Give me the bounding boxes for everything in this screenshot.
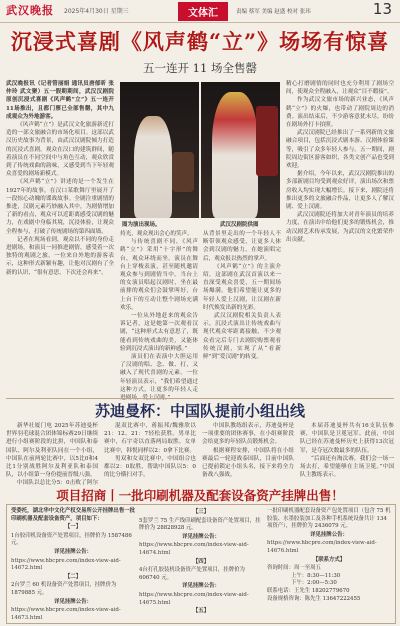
contact-am: 上午：8:30—11:30 [291, 572, 341, 579]
ad-item-number: 【五】 [192, 608, 210, 615]
article-paragraph: 本届苏迪曼杯共有16支队伍参赛，中国队是卫冕冠军。此前，中国队已经在苏迪曼杯历史上获得13次冠军，是夺冠次数最多的队伍。 [300, 423, 394, 454]
article-paragraph: 持光，观众现出会心的笑声。 [120, 231, 193, 237]
section-divider [6, 398, 394, 399]
article-column-4 [286, 80, 394, 396]
ad-title: 项目招商丨一批印刷机器及配套设备资产挂牌出售！ [6, 486, 394, 502]
actor-figure [212, 92, 258, 218]
article-paragraph: “后面还有淘汰赛，我们会一场一场去打，希望能够在主场卫冕。”中国队主教练表示。 [300, 455, 394, 479]
ad-item-link[interactable]: https://www.hbcpre.com/index-view-aid-14676.html [267, 540, 377, 554]
article-paragraph: 《风声鹤“立”》讲述的是一个发生在1927年的故事，在汉口某歌舞厅里展开了一段惊心动魄的谍战故事。全剧注重剧情的推进，汉剧元素巧妙融入其中，为剧情增加了新的看点，观众可以近距离感受汉剧的魅力，在戏剧中身临其境，沉浸体验，让观众全程参与，打破了传统剧场的第四面墙。 [6, 179, 114, 235]
ad-item-number: 【二】 [64, 573, 82, 580]
article-paragraph: 记者在现场看到，观众以不同的身份走进剧场，和演员一同推进剧情，感受着一次独特的观剧之旅。一位来自外地的游客表示，这种形式新颖有趣，让他对汉剧有了全新的认识，“很有意思，下次还会再来”。 [6, 236, 114, 276]
article-paragraph: 武汉汉剧院还将加大对青年演员的培养力度，在演出中给他们更多的锻炼机会，推动汉剧艺术传承发展，为武汉的文化繁荣作出贡献。 [286, 212, 394, 243]
photo-divider [199, 82, 201, 218]
masthead [0, 0, 400, 23]
article-paragraph: 混双比赛中，蒋振邦/魏雅欣以21：12、21：7轻松获胜。男单比赛中，石宇奇以直落两局取胜。女单比赛中，韩悦同样以2：0拿下比赛。 [104, 423, 196, 454]
ad-item-desc: 4台打孔胶装机设备资产处置项目，挂牌价为 606740 元。 [139, 567, 245, 581]
section-badge: 文体汇 [178, 2, 228, 21]
performance-photo [120, 82, 280, 218]
ad-item-desc: 一批印刷机器配套设备资产包处置项目（包含 75 机胶装、水墨胶装加工及各种手机系统设备共计 134 项资产），挂牌价为 2436079 元。 [267, 508, 391, 530]
ad-item-label: 详见挂牌公告： [182, 583, 220, 590]
ad-item-label: 详见挂牌公告： [310, 531, 348, 538]
article-paragraph: 与传统喜剧不同，《风声鹤“立”》采用“十字形”的舞台，观众环绕而坐。演员在舞台上穿梭表演，甚至随机邀请观众参与到剧情当中。当台上的女演员唱起汉剧时，坐在最前排的观众们会鼓掌叫好，台上台下的互动让整个剧场充满欢乐。 [120, 239, 198, 311]
contact-heading: 【联系方式】 [312, 556, 346, 563]
article2-column-2 [104, 422, 196, 482]
ad-item-number: 【一】 [64, 524, 82, 531]
article-paragraph: 从背景里走出的一个年轻人不断带领观众感受，让更多人体会到汉剧的魅力。在她演唱完后，观众报以热烈的掌声。 [203, 231, 281, 262]
article-column-2 [120, 230, 198, 396]
article-paragraph: 据介绍，今年以来，武汉汉剧院推出的多部新剧目均受到观众好评，演出场次和票房收入均实现大幅增长。接下来，剧院还将推出更多的文旅融合作品，让更多人了解汉剧、爱上汉剧。 [286, 171, 394, 211]
photo-caption: 图为演出现场。 [122, 222, 161, 228]
ad-item-desc: 1台胶印机设备资产处置项目，挂牌价为 1587486 元。 [11, 532, 132, 547]
page-number: 13 [372, 0, 392, 18]
article-paragraph: 演员们在表演中大胆运用了汉剧的唱、念、做、打，又融入了现代喜剧的元素。一位年轻演员表示，“我们希望通过这种方式，让更多的年轻人走 [120, 354, 198, 393]
stage-prop [256, 106, 278, 176]
ad-item-link[interactable]: https://www.hbcpre.com/index-view-aid-14675.html [139, 591, 249, 606]
contact-phone: 联系电话：王先生 18202779670 [267, 587, 350, 594]
article-column-3 [203, 230, 281, 396]
ad-item-label: 详见挂牌公告： [54, 548, 92, 555]
article-paragraph: 新华社厦门电 2025年苏迪曼杯世界羽毛球混合团体锦标赛29日继续进行小组赛阶段的比拼，中国队和泰国队、阿尔及利亚队同在一个小组，中国队在前两轮比赛中，以5比0和4比1分别战胜阿尔及利亚队和泰国队，以小组第一身份提前晋级八强。 [6, 423, 98, 479]
article2-column-4 [300, 422, 394, 482]
issue-date: 2025年4月30日 星期三 [64, 8, 129, 15]
article2-headline: 苏迪曼杯：中国队提前小组出线 [94, 402, 305, 420]
actress-figure [134, 116, 172, 218]
article2-column-3 [202, 422, 294, 482]
ad-item-number: 【三】 [192, 509, 210, 515]
article-subhead: 五一连开 11 场全售罄 [143, 61, 257, 75]
ad-item-link[interactable]: https://www.hbcpre.com/index-view-aid-14674.html [139, 542, 249, 556]
article-paragraph: 根据赛程安排，中国队将在小组赛最后一轮迎战泰国队，目前中国队已提前锁定小组头名，接下来将全力备战八强战。 [202, 447, 294, 479]
article2-column-1 [6, 422, 98, 487]
ad-item-desc: 5套罗兰 75 生产线印刷配套设备资产处置项目，挂牌价为 28828928 元。 [139, 517, 261, 532]
contact-pm: 下午：2:00—5:30 [291, 580, 337, 587]
ad-item-link[interactable]: https://www.hbcpre.com/index-view-aid-14672.html [11, 557, 121, 572]
article-paragraph: 中国队教练组表示，苏迪曼杯是一项重要的团体赛事，在小组赛阶段会给更多的年轻队员锻炼机会。 [202, 423, 294, 446]
article-paragraph: 《风声鹤“立”》是武汉文化旅游新近打造的一部文旅融合的市场化项目。这部以武汉历史故事为背景，由武汉汉剧院倾力打造的沉浸式喜剧。观众在汉口的建筑群间，随着演员在不同空间中与角色互动，观众欣赏到了传统戏曲的韵味，又感受到当下年轻观众喜爱的剧场新模式。 [6, 122, 114, 178]
article-paragraph: 武汉汉剧院相关负责人表示，沉浸式演出让传统戏曲与现代观众零距离接触，不少观众看完后专门去剧院购票观看传统汉剧，实现了从“看新鲜”到“爱汉剧”的转变。 [203, 313, 281, 361]
article-column-1 [6, 80, 114, 396]
photo-credit: 武汉汉剧院供图 [220, 222, 259, 228]
article-paragraph: 一位从外地赶来的观众告诉记者，这是她第一次观看汉剧，“这种形式太有意思了，既能看到传统戏曲的美，又能体验到沉浸式演出的新鲜感。” [120, 313, 198, 352]
contact-time: 咨询时间：周一至周五 [267, 565, 321, 572]
contact-staff: 设备规格咨询：陈先生 13647222455 [267, 595, 361, 602]
ad-item-number: 【四】 [192, 558, 210, 565]
ad-item-label: 详见挂牌公告： [54, 598, 92, 605]
article-paragraph: 作为武汉文旅市场的新兴业态，《风声鹤“立”》的火爆，也带动了剧院周边的消费。演出结束后，不少游客意犹未尽，纷纷在剧场外打卡拍照。 [286, 97, 394, 129]
article-paragraph: 武汉晚报讯（记者管丽娟 通讯员唐郁昕 张仲玲 武文聚）五一假期期间，武汉汉剧院原创沉浸式喜剧《风声鹤“立”》五一连开11场推出，且都门票已全部售罄，其中九成观众为外地游客。 [6, 81, 114, 120]
editor-credits: 责编 蔡军 美编 赵盛 校对 张玮 [236, 9, 311, 15]
ad-item-label: 详见挂牌公告： [182, 533, 220, 540]
stage-prop [172, 152, 194, 192]
ad-column-3 [267, 508, 391, 620]
newspaper-logo: 武汉晚报 [6, 4, 54, 17]
article-paragraph: 男双和女双比赛中，中国组合也都以2：0取胜，帮助中国队以5：0的比分横扫对手。 [104, 455, 196, 479]
article-paragraph: 《风声鹤“立”》的主演介绍，这部剧在武汉首演以来一直深受观众喜爱，五一期间场场爆满。他们希望能让更多的年轻人爱上汉剧，让汉剧在新时代焕发出新的光彩。 [203, 263, 281, 311]
article-paragraph: 武汉汉剧院已经推出了一系列新的文旅融合项目，包括沉浸式剧本游、汉剧体验课等，吸引了众多年轻人参与。五一期间，剧院周边街区游客如织，各类文创产品也受到欢迎。 [286, 130, 394, 170]
ad-box [6, 504, 396, 624]
article-headline: 沉浸式喜剧《风声鹤“立”》场场有惊喜 [10, 29, 390, 54]
ad-item-link[interactable]: https://www.hbcpre.com/index-view-aid-14673.html [11, 607, 121, 621]
article-paragraph: 精心打磨剧情的同时也充分利用了剧场空间，使观众全程融入，让观众“目不暇接”。 [286, 81, 394, 96]
article-paragraph: 中国队以总比分5：0击败了阿尔 [17, 480, 98, 487]
ad-column-1 [11, 508, 135, 620]
ad-item-desc: 2台罗兰 60 机设备资产处置项目，挂牌价为 1879885 元。 [11, 582, 117, 596]
ad-column-2 [139, 508, 263, 620]
ad-intro: 受委托，湖北华中文化产权交易所公开挂牌出售一批印刷机器及配套设备资产，项目如下： [11, 508, 135, 522]
